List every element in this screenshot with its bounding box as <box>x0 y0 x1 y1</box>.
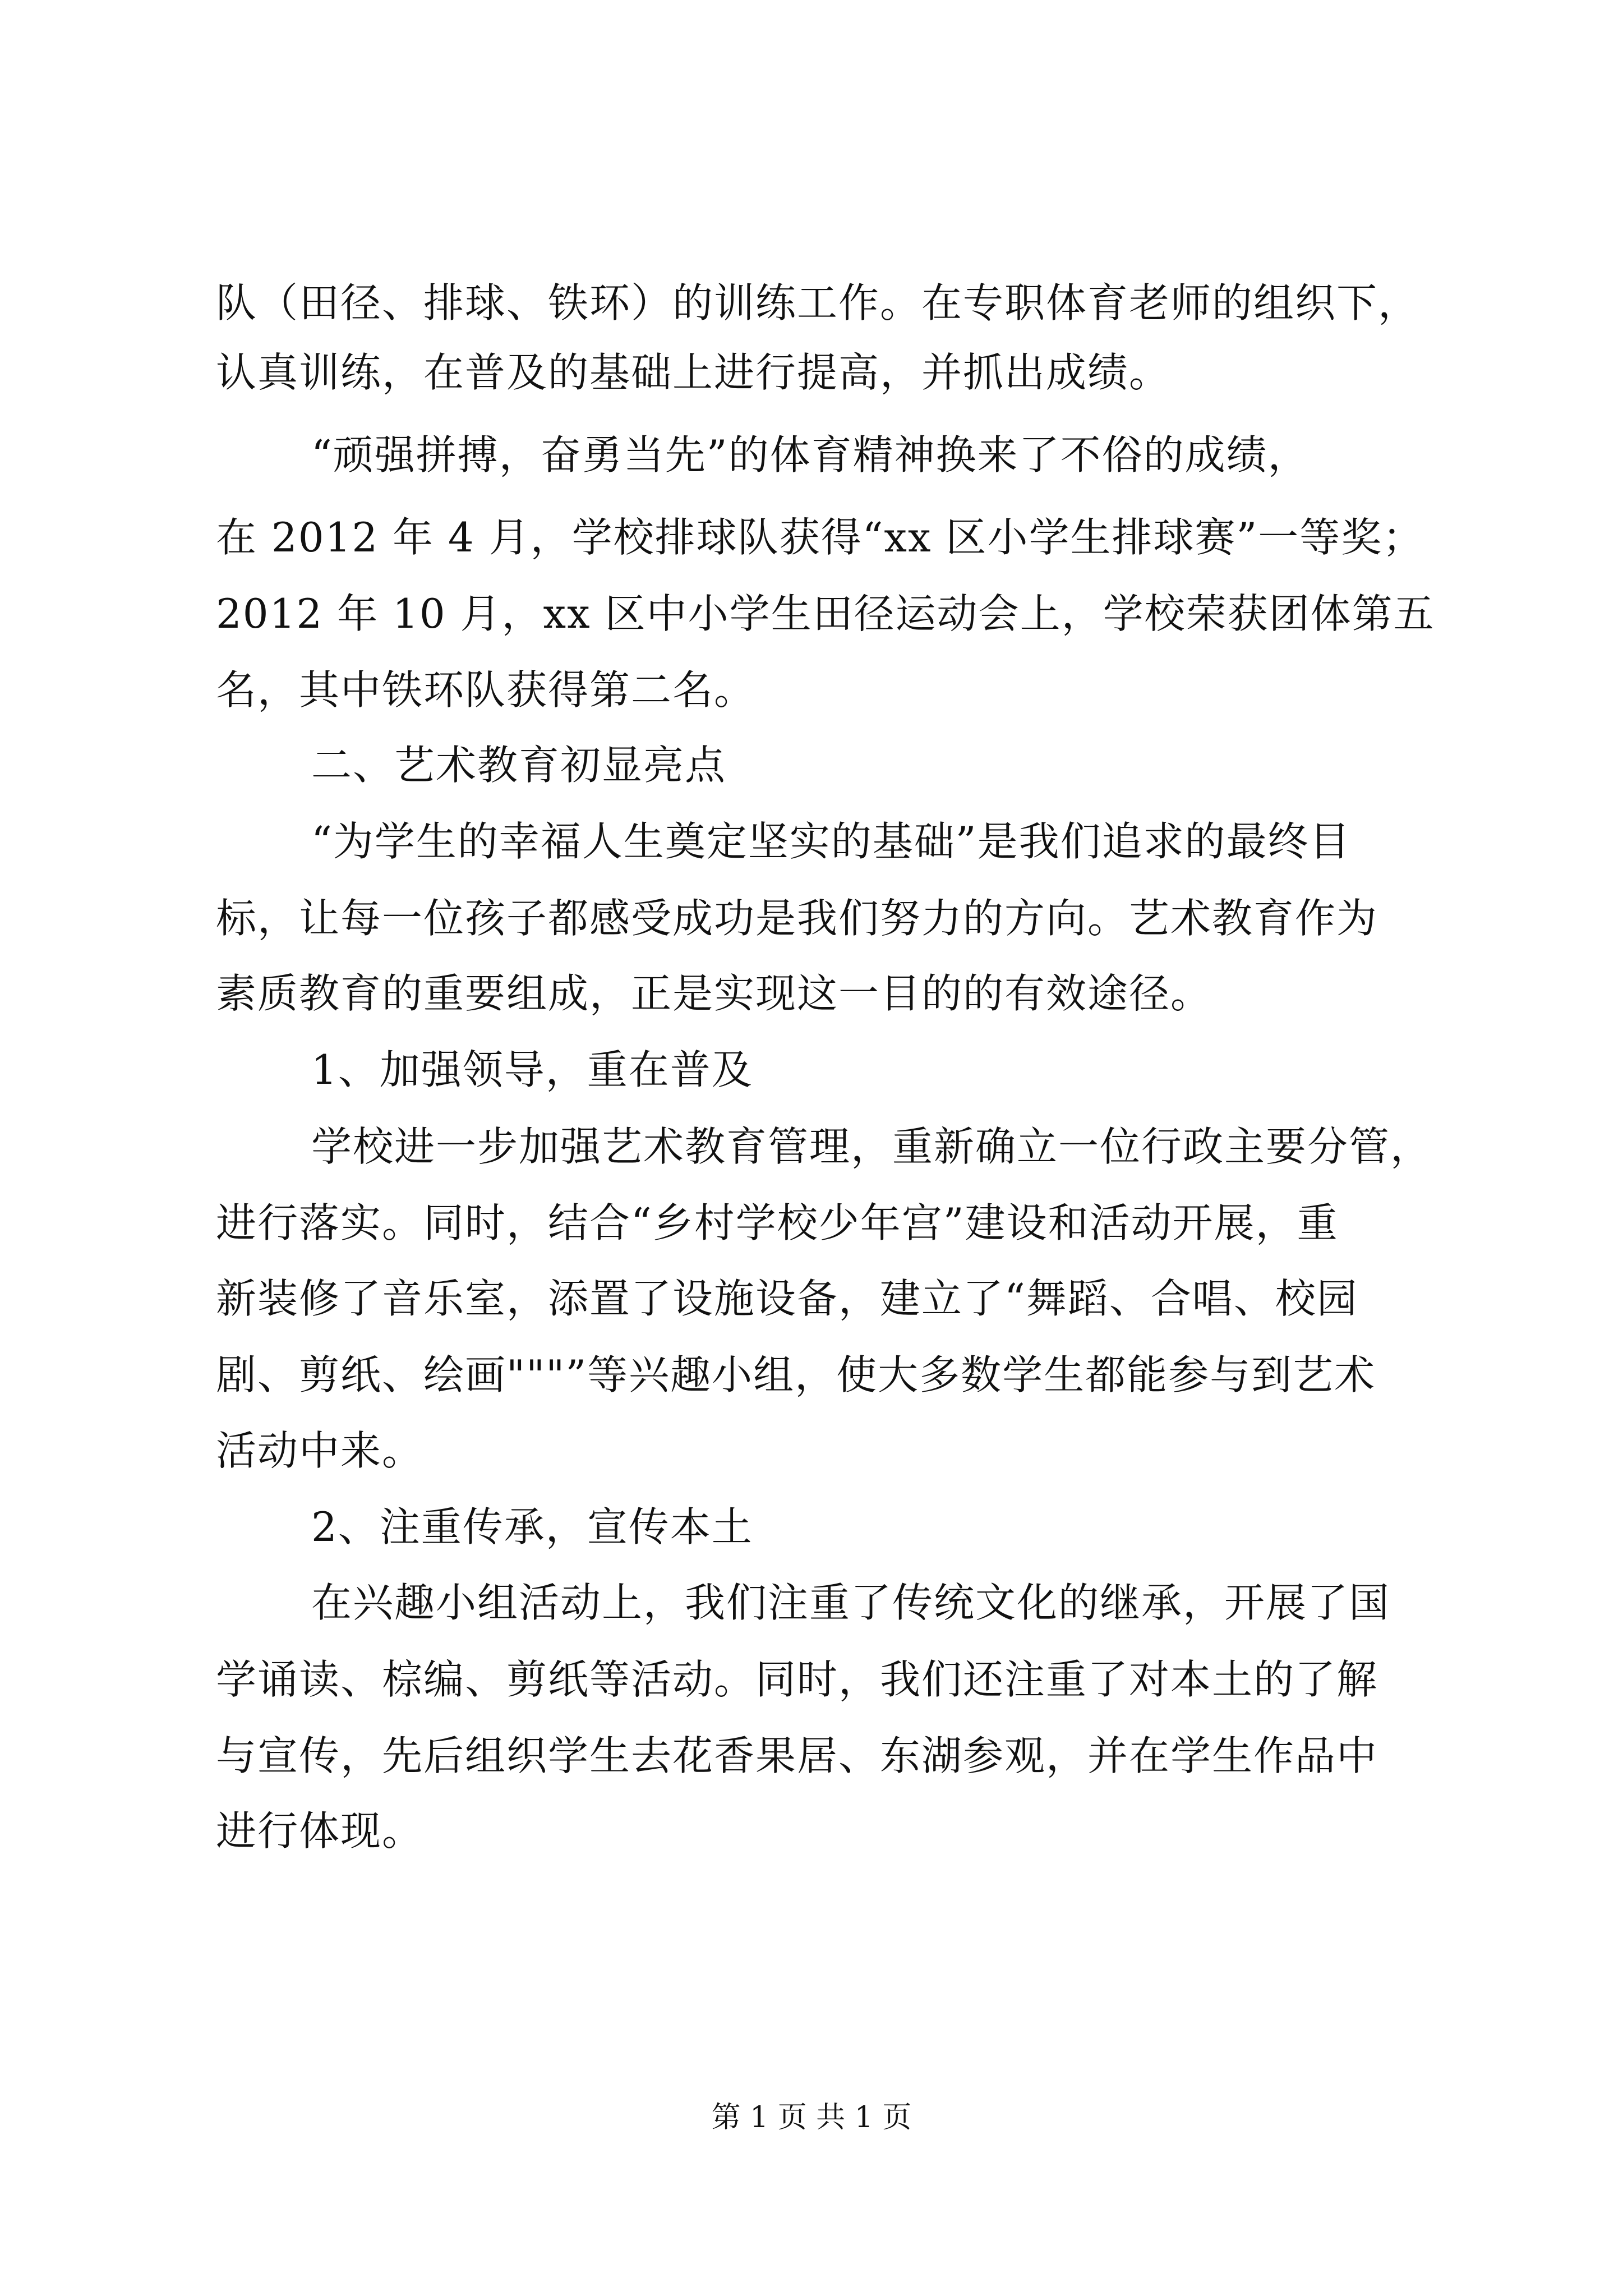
text-line: 名，其中铁环队获得第二名。 <box>216 666 756 714</box>
text-line: 进行体现。 <box>216 1807 424 1855</box>
subsection-heading: 1、加强领导，重在普及 <box>311 1046 753 1093</box>
paragraph-start-line: “为学生的幸福人生奠定坚实的基础”是我们追求的最终目 <box>311 818 1351 865</box>
text-line: 活动中来。 <box>216 1427 424 1474</box>
paragraph-start-line: 学校进一步加强艺术教育管理，重新确立一位行政主要分管， <box>311 1123 1432 1170</box>
section-heading: 二、艺术教育初显亮点 <box>311 742 727 789</box>
subsection-heading: 2、注重传承，宣传本土 <box>311 1503 753 1550</box>
text-line: 队（田径、排球、铁环）的训练工作。在专职体育老师的组织下， <box>216 279 1420 326</box>
page-footer: 第 1 页 共 1 页 <box>711 2101 912 2134</box>
paragraph-start-line: “顽强拼搏，奋勇当先”的体育精神换来了不俗的成绩， <box>311 431 1310 478</box>
text-line: 剧、剪纸、绘画"""”等兴趣小组，使大多数学生都能参与到艺术 <box>216 1351 1376 1398</box>
text-line: 与宣传，先后组织学生去花香果居、东湖参观，并在学生作品中 <box>216 1732 1378 1779</box>
text-line: 素质教育的重要组成，正是实现这一目的的有效途径。 <box>216 970 1212 1017</box>
paragraph-start-line: 在兴趣小组活动上，我们注重了传统文化的继承，开展了国 <box>311 1579 1391 1626</box>
text-line: 新装修了音乐室，添置了设施设备，建立了“舞蹈、合唱、校园 <box>216 1275 1358 1322</box>
text-line: 标，让每一位孩子都感受成功是我们努力的方向。艺术教育作为 <box>216 895 1378 942</box>
text-line: 进行落实。同时，结合“乡村学校少年宫”建设和活动开展，重 <box>216 1199 1339 1246</box>
text-line: 认真训练，在普及的基础上进行提高，并抓出成绩。 <box>216 349 1171 396</box>
text-line: 在 2012 年 4 月，学校排球队获得“xx 区小学生排球赛”一等奖； <box>216 514 1424 561</box>
text-line: 学诵读、棕编、剪纸等活动。同时，我们还注重了对本土的了解 <box>216 1656 1378 1703</box>
text-line: 2012 年 10 月，xx 区中小学生田径运动会上，学校荣获团体第五 <box>216 590 1435 637</box>
